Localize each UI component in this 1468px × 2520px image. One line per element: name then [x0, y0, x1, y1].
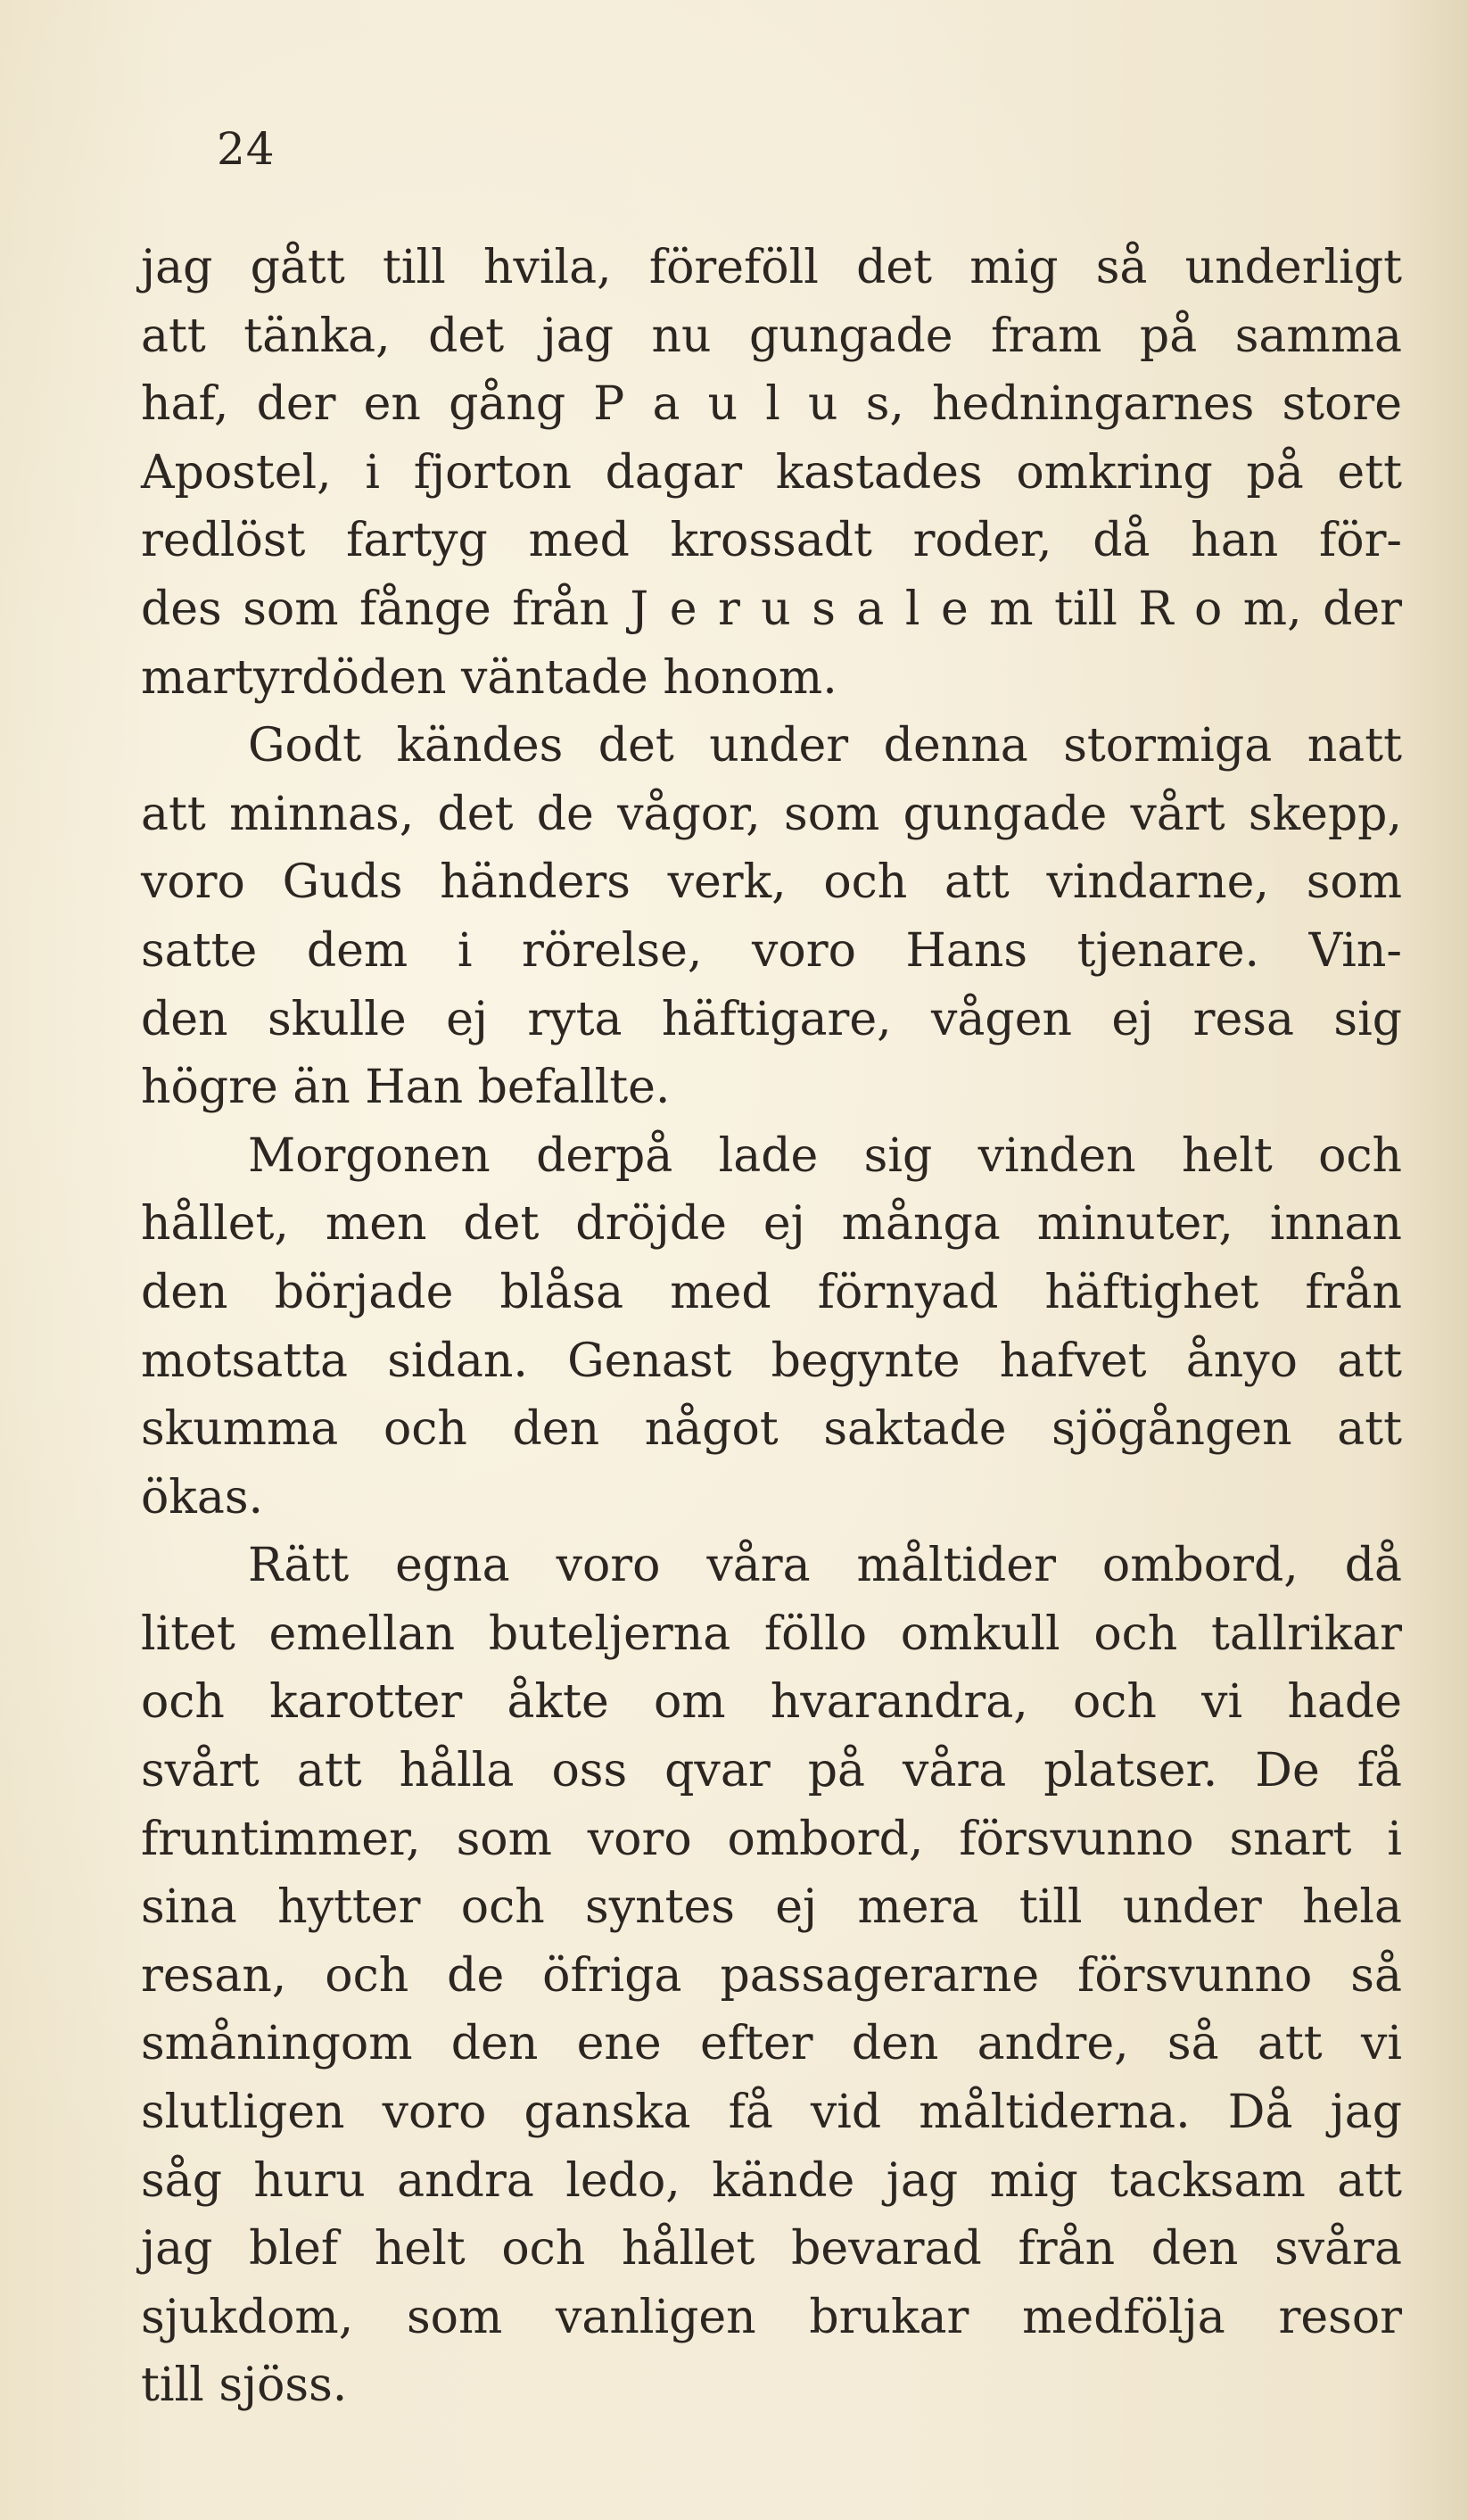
- text-line: Morgonen derpå lade sig vinden helt och: [248, 1128, 1402, 1183]
- text-line: haf, der en gång P a u l u s, hedningarnes store: [141, 377, 1402, 432]
- text-line: och karotter åkte om hvarandra, och vi hade: [141, 1675, 1402, 1730]
- text-line: motsatta sidan. Genast begynte hafvet ånyo att: [141, 1334, 1402, 1388]
- text-line: martyrdöden väntade honom.: [141, 650, 837, 705]
- text-line: litet emellan buteljerna föllo omkull och tallrikar: [141, 1607, 1402, 1661]
- text-line: den började blåsa med förnyad häftighet från: [141, 1265, 1402, 1319]
- text-line: att minnas, det de vågor, som gungade vårt skepp,: [141, 787, 1402, 841]
- text-line: den skulle ej ryta häftigare, vågen ej resa sig: [141, 992, 1402, 1046]
- text-line: sina hytter och syntes ej mera till under hela: [141, 1880, 1402, 1935]
- text-line: att tänka, det jag nu gungade fram på samma: [141, 309, 1402, 363]
- body-text: [141, 234, 1402, 2420]
- page-number: 24: [217, 123, 276, 175]
- text-line: svårt att hålla oss qvar på våra platser. De få: [141, 1744, 1402, 1798]
- text-line: sjukdom, som vanligen brukar medfölja resor: [141, 2290, 1402, 2344]
- text-line: des som fånge från J e r u s a l e m till R o m, der: [141, 582, 1402, 636]
- text-line: såg huru andra ledo, kände jag mig tacksam att: [141, 2153, 1402, 2208]
- text-line: jag gått till hvila, föreföll det mig så underligt: [141, 241, 1402, 294]
- text-line: satte dem i rörelse, voro Hans tjenare. Vin-: [141, 923, 1402, 978]
- text-line: Rätt egna voro våra måltider ombord, då: [248, 1539, 1402, 1593]
- text-line: slutligen voro ganska få vid måltiderna. Då jag: [141, 2086, 1402, 2140]
- text-line: resan, och de öfriga passagerarne försvunno så: [141, 1948, 1402, 2003]
- text-line: redlöst fartyg med krossadt roder, då han för-: [141, 514, 1402, 568]
- text-line: till sjöss.: [141, 2359, 348, 2413]
- text-line: skumma och den något saktade sjögången att: [141, 1402, 1402, 1457]
- text-line: voro Guds händers verk, och att vindarne, som: [141, 855, 1402, 910]
- text-line: småningom den ene efter den andre, så att vi: [141, 2017, 1402, 2071]
- text-line: jag blef helt och hållet bevarad från den svåra: [141, 2222, 1402, 2276]
- text-line: fruntimmer, som voro ombord, försvunno snart i: [141, 1812, 1402, 1866]
- text-line: ökas.: [141, 1470, 264, 1524]
- text-line: Apostel, i fjorton dagar kastades omkring på ett: [141, 445, 1402, 500]
- text-line: högre än Han befallte.: [141, 1061, 671, 1115]
- text-line: Godt kändes det under denna stormiga natt: [248, 719, 1402, 773]
- text-line: hållet, men det dröjde ej många minuter, innan: [141, 1197, 1402, 1252]
